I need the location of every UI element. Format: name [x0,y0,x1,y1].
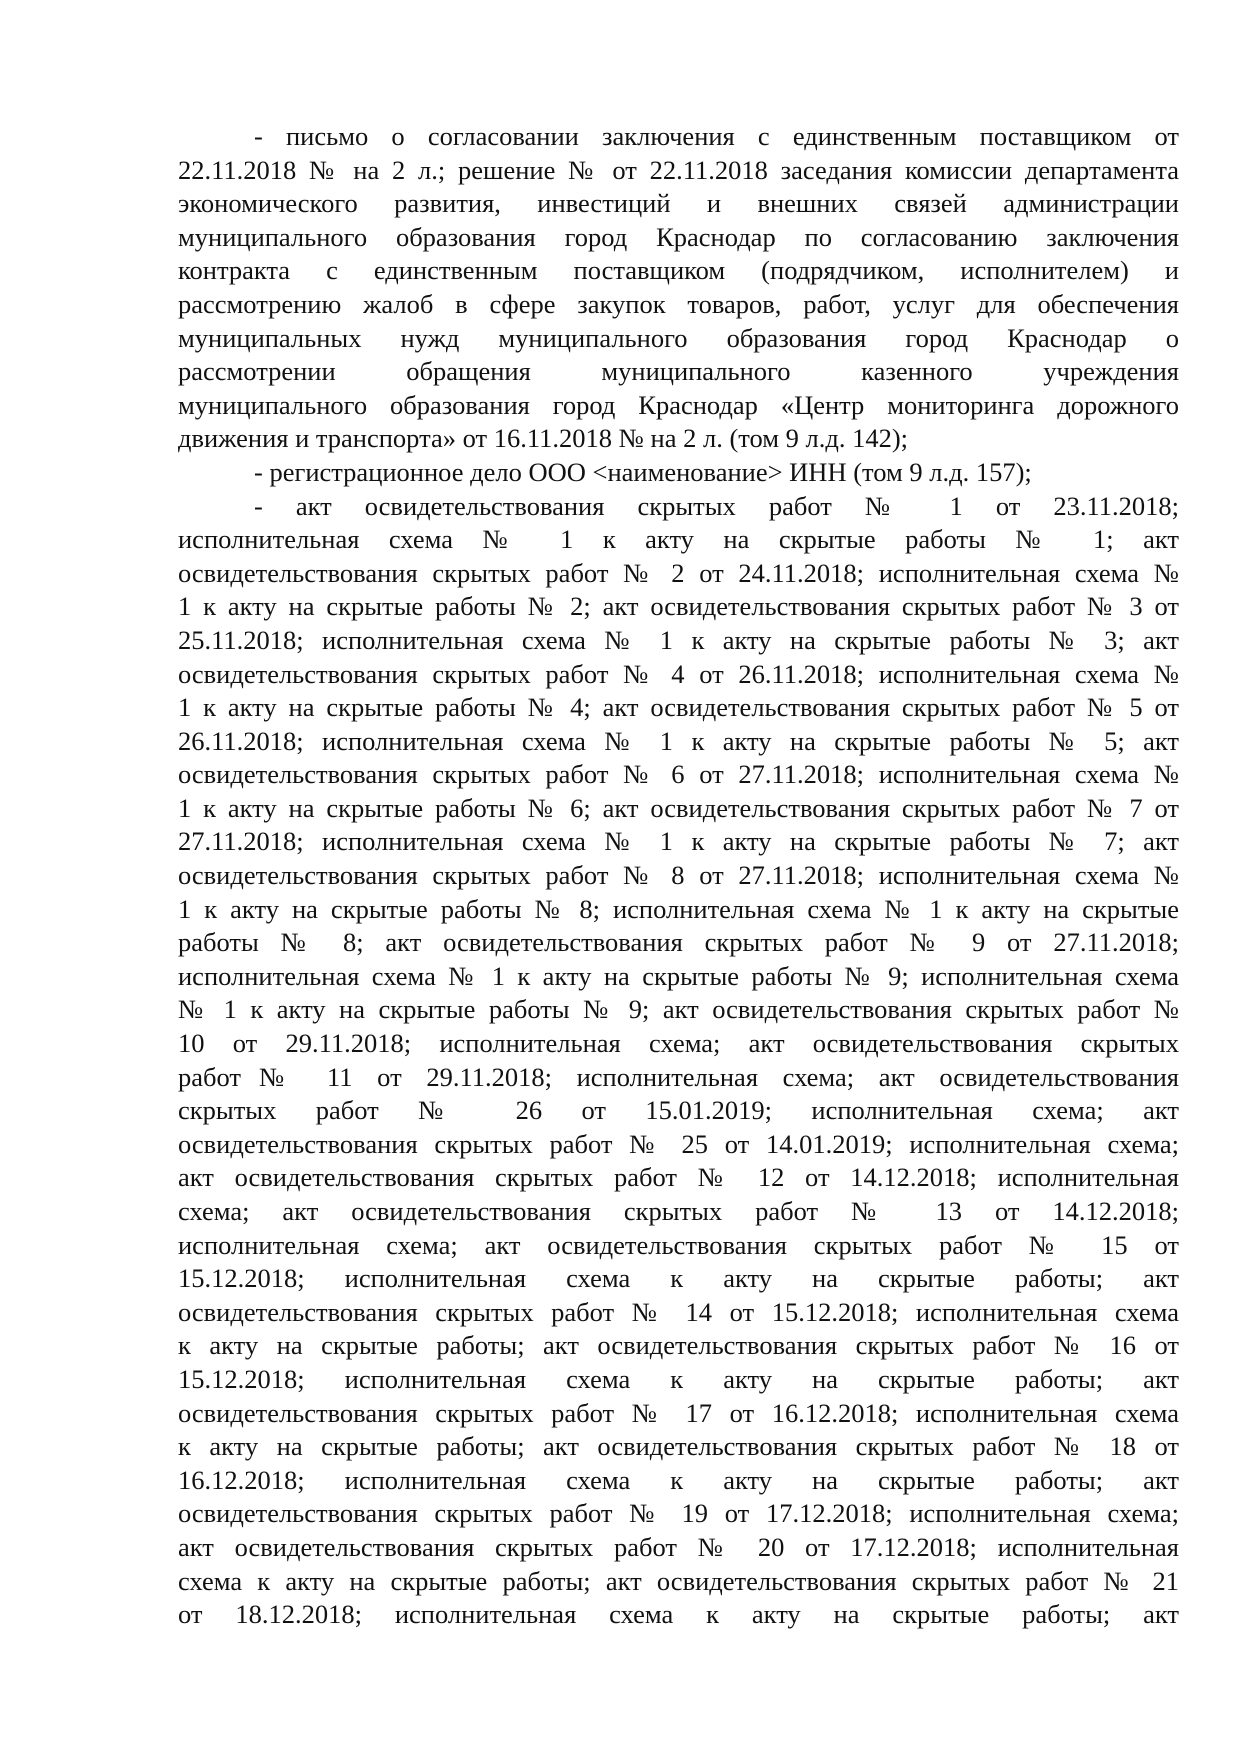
text-line: к акту на скрытые работы; акт освидетельствования скрытых работ № 16 от [178,1330,1179,1361]
text-line: исполнительная схема; акт освидетельствования скрытых работ № 15 от [178,1229,1179,1260]
text-line: работы № 8; акт освидетельствования скрытых работ № 9 от 27.11.2018; [178,927,1179,958]
text-line: - регистрационное дело ООО <наименование> ИНН (том 9 л.д. 157); [254,456,1032,487]
text-line: рассмотрению жалоб в сфере закупок товаров, работ, услуг для обеспечения [178,288,1179,319]
paragraph-hidden-works-acts [178,490,1179,1632]
text-line: освидетельствования скрытых работ № 25 от 14.01.2019; исполнительная схема; [178,1128,1179,1159]
text-line: № 1 к акту на скрытые работы № 9; акт освидетельствования скрытых работ № [178,994,1179,1025]
text-line: акт освидетельствования скрытых работ № 12 от 14.12.2018; исполнительная [178,1162,1179,1193]
text-line: освидетельствования скрытых работ № 14 от 15.12.2018; исполнительная схема [178,1296,1179,1327]
text-line: освидетельствования скрытых работ № 17 от 16.12.2018; исполнительная схема [178,1397,1179,1428]
text-line: исполнительная схема № 1 к акту на скрытые работы № 1; акт [178,524,1179,555]
text-line: 26.11.2018; исполнительная схема № 1 к акту на скрытые работы № 5; акт [178,725,1179,756]
text-line: 25.11.2018; исполнительная схема № 1 к акту на скрытые работы № 3; акт [178,624,1179,655]
text-line: скрытых работ № 26 от 15.01.2019; исполнительная схема; акт [178,1095,1179,1126]
text-line: 22.11.2018 № на 2 л.; решение № от 22.11.2018 заседания комиссии департамента [178,154,1179,185]
text-line: работ№ 11 от 29.11.2018; исполнительная схема; акт освидетельствования [178,1061,1179,1092]
text-line: экономического развития, инвестиций и внешних связей администрации [178,188,1179,219]
paragraph-letter-approval [178,120,1179,456]
text-line: - акт освидетельствования скрытых работ № 1 от 23.11.2018; [254,490,1179,521]
text-line: акт освидетельствования скрытых работ № 20 от 17.12.2018; исполнительная [178,1531,1179,1562]
text-line: контракта с единственным поставщиком (подрядчиком, исполнителем) и [178,255,1179,286]
text-line: движения и транспорта» от 16.11.2018 № на 2 л. (том 9 л.д. 142); [178,423,909,454]
text-line: к акту на скрытые работы; акт освидетельствования скрытых работ № 18 от [178,1431,1179,1462]
text-line: освидетельствования скрытых работ № 2 от 24.11.2018; исполнительная схема № [178,557,1179,588]
document-page [178,120,1179,1632]
text-line: от 18.12.2018; исполнительная схема к акту на скрытые работы; акт [178,1599,1179,1630]
text-line: 27.11.2018; исполнительная схема № 1 к акту на скрытые работы № 7; акт [178,826,1179,857]
text-line: 15.12.2018; исполнительная схема к акту на скрытые работы; акт [178,1363,1179,1394]
text-line: 1 к акту на скрытые работы № 2; акт освидетельствования скрытых работ № 3 от [178,591,1179,622]
text-line: схема; акт освидетельствования скрытых работ № 13 от 14.12.2018; [178,1196,1179,1226]
text-line: 1 к акту на скрытые работы № 6; акт освидетельствования скрытых работ № 7 от [178,792,1179,823]
text-line: 10 от 29.11.2018; исполнительная схема; акт освидетельствования скрытых [178,1028,1179,1059]
document-body [178,120,1179,1632]
text-line: рассмотрении обращения муниципального казенного учреждения [178,356,1179,387]
text-line: схема к акту на скрытые работы; акт освидетельствования скрытых работ № 21 [178,1565,1179,1596]
text-line: освидетельствования скрытых работ № 6 от 27.11.2018; исполнительная схема № [178,759,1179,790]
text-line: муниципального образования город Краснодар «Центр мониторинга дорожного [178,389,1179,420]
text-line: освидетельствования скрытых работ № 19 от 17.12.2018; исполнительная схема; [178,1498,1179,1529]
text-line: освидетельствования скрытых работ № 8 от 27.11.2018; исполнительная схема № [178,860,1179,891]
text-line: освидетельствования скрытых работ № 4 от 26.11.2018; исполнительная схема № [178,658,1179,689]
text-line: исполнительная схема № 1 к акту на скрытые работы № 9; исполнительная схема [178,960,1179,991]
text-line: - письмо о согласовании заключения с единственным поставщиком от [254,121,1179,151]
paragraph-registration-file [178,456,1179,490]
text-line: муниципального образования город Краснодар по согласованию заключения [178,221,1179,252]
text-line: муниципальных нужд муниципального образования город Краснодар о [178,322,1179,353]
text-line: 1 к акту на скрытые работы № 4; акт освидетельствования скрытых работ № 5 от [178,692,1179,723]
text-line: 15.12.2018; исполнительная схема к акту на скрытые работы; акт [178,1263,1179,1294]
text-line: 16.12.2018; исполнительная схема к акту на скрытые работы; акт [178,1464,1179,1495]
text-line: 1 к акту на скрытые работы № 8; исполнительная схема № 1 к акту на скрытые [178,893,1179,924]
